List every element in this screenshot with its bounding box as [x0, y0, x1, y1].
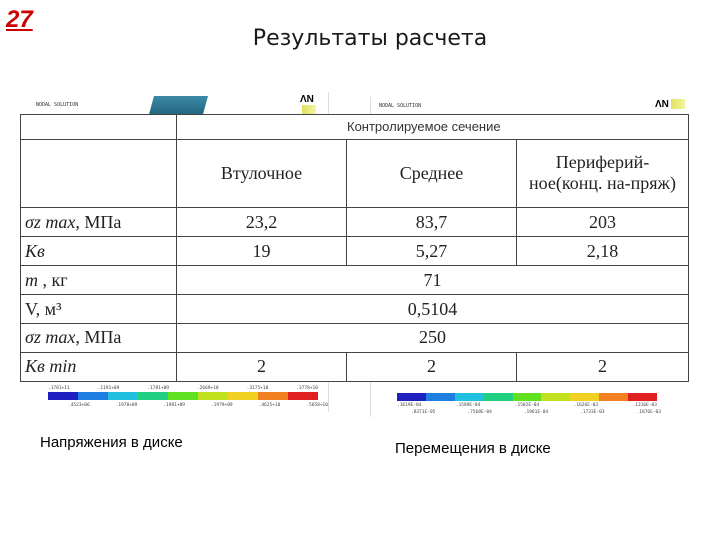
- colorbar-segment: [541, 393, 570, 401]
- colorbar-segment: [258, 392, 288, 400]
- colorbar-segment: [288, 392, 318, 400]
- colorbar-segment: [78, 392, 108, 400]
- colorbar-segment: [484, 393, 513, 401]
- colorbar-segment: [138, 392, 168, 400]
- colorbar-label: .3175+10: [246, 386, 269, 391]
- colorbar-segment: [108, 392, 138, 400]
- colorbar-labels-top: [48, 386, 318, 391]
- ansys-logo-icon: ΛN: [300, 94, 328, 116]
- colorbar-segment: [198, 392, 228, 400]
- colorbar-label: .1191+09: [97, 386, 120, 391]
- colorbar-label: .1626E-03: [573, 403, 599, 408]
- table-cell: 83,7: [347, 208, 517, 237]
- colorbar-label: .1979+09: [210, 403, 233, 408]
- colorbar-label: .1781+09: [147, 386, 169, 391]
- colorbar-segment: [570, 393, 599, 401]
- slide-number: 27: [6, 6, 33, 33]
- column-header-hub: Втулочное: [177, 139, 347, 207]
- colorbar-segment: [426, 393, 455, 401]
- table-cell: 2,18: [517, 237, 689, 266]
- table-row: [21, 324, 689, 353]
- empty-corner-cell: [21, 139, 177, 207]
- table-cell: 2: [517, 352, 689, 381]
- table-cell: 203: [517, 208, 689, 237]
- colorbar-label: .1978+09: [115, 403, 138, 408]
- colorbar-segment: [397, 393, 426, 401]
- colorbar-segment: [513, 393, 542, 401]
- section-header: Контролируемое сечение: [177, 115, 689, 140]
- colorbar-label: .3778+10: [296, 386, 318, 391]
- colorbar-label: .8371E-05: [411, 410, 436, 415]
- colorbar-label: .1582E-04: [514, 403, 540, 408]
- row-label: Kв min: [21, 352, 177, 381]
- colorbar-segment: [599, 393, 628, 401]
- colorbar-segment: [455, 393, 484, 401]
- plot-header: NODAL SOLUTION: [36, 102, 79, 108]
- slide-title: Результаты расчета: [252, 26, 488, 51]
- colorbar-labels-bottom: [411, 410, 661, 415]
- ansys-logo-icon: ΛN: [655, 99, 685, 110]
- table-cell: 2: [177, 352, 347, 381]
- colorbar-label: .1876E-03: [636, 410, 661, 415]
- table-cell: 5,27: [347, 237, 517, 266]
- colorbar-segment: [228, 392, 258, 400]
- row-label: V, м³: [21, 295, 177, 324]
- stress-colorbar: [48, 392, 318, 400]
- colorbar-segment: [48, 392, 78, 400]
- table-row: [21, 266, 689, 295]
- row-label: m , кг: [21, 266, 177, 295]
- caption-stress: Напряжения в диске: [40, 434, 183, 451]
- caption-displacement: Перемещения в диске: [395, 440, 551, 457]
- merged-cell: 0,5104: [177, 295, 689, 324]
- colorbar-label: .1733E-03: [580, 410, 605, 415]
- column-header-periphery: Периферий-ное(конц. на-пряж): [517, 139, 689, 207]
- table-cell: 23,2: [177, 208, 347, 237]
- displacement-colorbar: [397, 393, 657, 401]
- colorbar-label: .4625+10: [258, 403, 281, 408]
- table-row: [21, 208, 689, 237]
- empty-corner-cell: [21, 115, 177, 140]
- row-label: σz max, МПа: [21, 324, 177, 353]
- colorbar-segment: [628, 393, 657, 401]
- results-table: [20, 114, 689, 382]
- column-header-middle: Среднее: [347, 139, 517, 207]
- colorbar-label: .1981+09: [163, 403, 185, 408]
- colorbar-label: .1589E-04: [455, 403, 481, 408]
- colorbar-label: .1619E-04: [397, 403, 422, 408]
- table-cell: 19: [177, 237, 347, 266]
- table-row: [21, 237, 689, 266]
- colorbar-label: .1961E-04: [523, 410, 549, 415]
- colorbar-labels-bottom: [68, 403, 328, 408]
- table-row: [21, 352, 689, 381]
- merged-cell: 250: [177, 324, 689, 353]
- colorbar-label: .7568E-04: [467, 410, 492, 415]
- plot-header: NODAL SOLUTION: [379, 103, 422, 109]
- colorbar-label: .1316E-03: [632, 403, 657, 408]
- colorbar-label: .4523+06: [68, 403, 90, 408]
- table-cell: 2: [347, 352, 517, 381]
- colorbar-label: .1781+11: [48, 386, 70, 391]
- merged-cell: 71: [177, 266, 689, 295]
- table-row: [21, 295, 689, 324]
- row-label: Kв: [21, 237, 177, 266]
- colorbar-segment: [168, 392, 198, 400]
- colorbar-labels-top: [397, 403, 657, 408]
- row-label: σz max, МПа: [21, 208, 177, 237]
- colorbar-label: .2669+10: [196, 386, 219, 391]
- colorbar-label: .5658+10: [306, 403, 328, 408]
